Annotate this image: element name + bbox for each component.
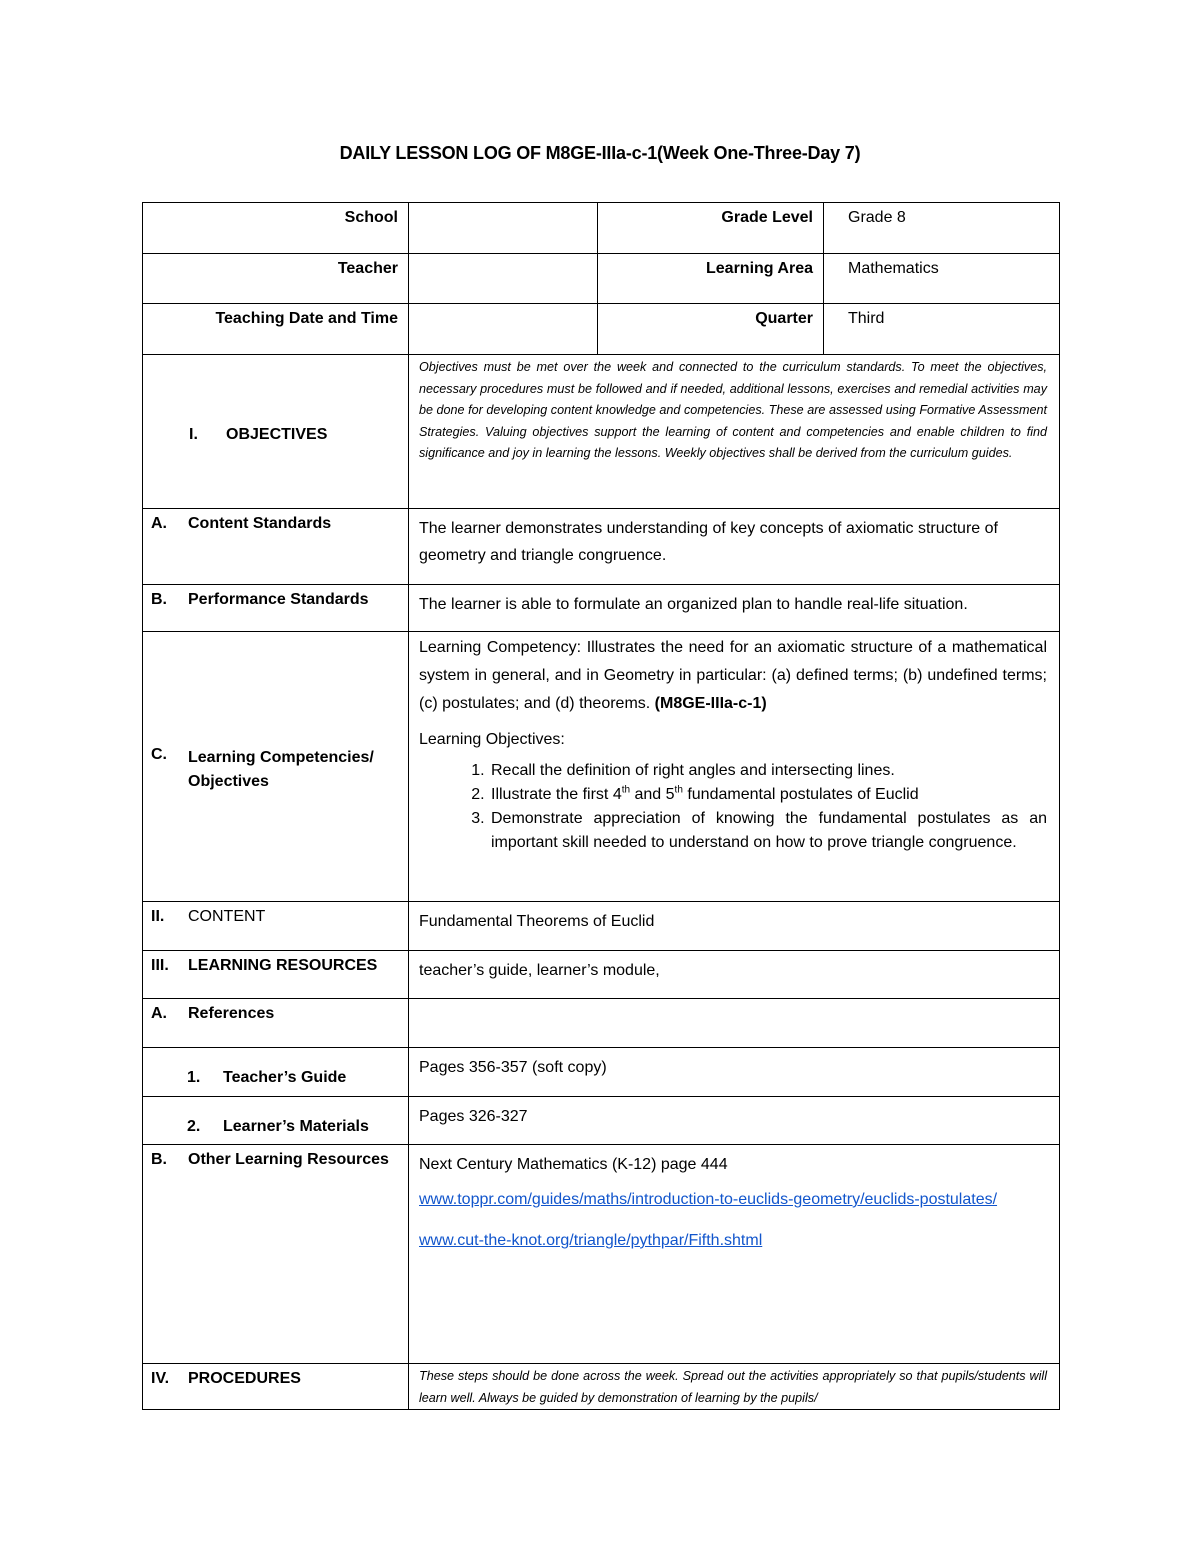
procedures-num: IV. <box>151 1370 170 1387</box>
teachers-guide-title: Teacher’s Guide <box>223 1069 347 1086</box>
other-resources-cell <box>409 1145 1060 1364</box>
learning-area-label: Learning Area <box>598 254 824 304</box>
date-time-row <box>143 304 1060 355</box>
procedures-title: PROCEDURES <box>188 1370 301 1387</box>
learning-objectives-heading: Learning Objectives: <box>419 731 565 748</box>
competency-code: (M8GE-IIIa-c-1) <box>654 695 767 712</box>
content-row <box>143 902 1060 951</box>
content-standards-title: Content Standards <box>188 515 332 532</box>
teachers-guide-row <box>143 1048 1060 1097</box>
content-standards-num: A. <box>151 515 167 532</box>
content-standards-row <box>143 509 1060 585</box>
grade-level-label: Grade Level <box>598 203 824 254</box>
references-text <box>409 999 1060 1048</box>
performance-standards-row <box>143 585 1060 632</box>
content-label <box>143 902 409 951</box>
learning-resources-num: III. <box>151 957 169 974</box>
performance-standards-num: B. <box>151 591 167 608</box>
procedures-row <box>143 1364 1060 1410</box>
school-row <box>143 203 1060 254</box>
other-resources-row <box>143 1145 1060 1364</box>
quarter-value: Third <box>824 304 1060 355</box>
learning-resources-label <box>143 951 409 999</box>
learners-materials-row <box>143 1097 1060 1145</box>
competencies-num: C. <box>151 745 167 763</box>
content-standards-text: The learner demonstrates understanding of key concepts of axiomatic structure of geometry and triangle congruence. <box>409 509 1060 585</box>
teacher-row <box>143 254 1060 304</box>
learning-objectives-list <box>419 759 1047 855</box>
learning-resources-title: LEARNING RESOURCES <box>188 957 378 974</box>
teacher-label: Teacher <box>143 254 409 304</box>
school-label: School <box>143 203 409 254</box>
objectives-label <box>143 355 409 509</box>
references-title: References <box>188 1005 275 1022</box>
learners-materials-title: Learner’s Materials <box>223 1117 369 1135</box>
teacher-value <box>409 254 598 304</box>
content-text: Fundamental Theorems of Euclid <box>409 902 1060 951</box>
learning-area-value: Mathematics <box>824 254 1060 304</box>
other-resources-text: Next Century Mathematics (K-12) page 444 <box>419 1156 728 1173</box>
references-num: A. <box>151 1005 167 1022</box>
page-title: DAILY LESSON LOG OF M8GE-IIIa-c-1(Week One-Three-Day 7) <box>339 143 861 163</box>
learners-materials-text: Pages 326-327 <box>409 1097 1060 1145</box>
date-time-label: Teaching Date and Time <box>143 304 409 355</box>
references-row <box>143 999 1060 1048</box>
procedures-note: These steps should be done across the week. Spread out the activities appropriately so that pupils/students will learn well. Always be guided by demonstration of learning by the pupils/ <box>409 1364 1060 1410</box>
lesson-log-table <box>142 202 1060 1410</box>
objectives-num: I. <box>189 425 198 443</box>
performance-standards-title: Performance Standards <box>188 591 369 608</box>
list-item: 2. Illustrate the first 4th and 5th fundamental postulates of Euclid <box>489 783 1047 807</box>
toppr-link[interactable]: www.toppr.com/guides/maths/introduction-to-euclids-geometry/euclids-postulates/ <box>419 1191 998 1208</box>
other-resources-title: Other Learning Resources <box>188 1151 389 1168</box>
objectives-row <box>143 355 1060 509</box>
list-item: 3. Demonstrate appreciation of knowing the fundamental postulates as an important skill needed to understand on how to prove triangle congruence. <box>489 807 1047 855</box>
content-title: CONTENT <box>188 908 266 925</box>
competency-text: Learning Competency: Illustrates the need for an axiomatic structure of a mathematical system in general, and in Geometry in particular: (a) defined terms; (b) undefined terms; (c) postulates; and (d) theorems. <box>419 639 1047 712</box>
other-resources-label <box>143 1145 409 1364</box>
learners-materials-num: 2. <box>187 1117 201 1135</box>
objectives-note: Objectives must be met over the week and connected to the curriculum standards. To meet the objectives, necessary procedures must be followed and if needed, additional lessons, exercises and remedial activities may be done for developing content knowledge and competencies. These are assessed using Formative Assessment Strategies. Valuing objectives support the learning of content and competencies and enable children to find significance and joy in learning the lessons. Weekly objectives shall be derived from the curriculum guides. <box>409 355 1060 509</box>
date-time-value <box>409 304 598 355</box>
learning-resources-text: teacher’s guide, learner’s module, <box>409 951 1060 999</box>
teachers-guide-num: 1. <box>187 1069 201 1086</box>
content-standards-label <box>143 509 409 585</box>
performance-standards-label <box>143 585 409 632</box>
quarter-label: Quarter <box>598 304 824 355</box>
learning-resources-row <box>143 951 1060 999</box>
teachers-guide-text: Pages 356-357 (soft copy) <box>409 1048 1060 1097</box>
competencies-title: Learning Competencies/ Objectives <box>188 748 374 790</box>
performance-standards-text: The learner is able to formulate an organized plan to handle real-life situation. <box>409 585 1060 632</box>
competencies-label <box>143 632 409 902</box>
procedures-label <box>143 1364 409 1410</box>
cut-the-knot-link[interactable]: www.cut-the-knot.org/triangle/pythpar/Fifth.shtml <box>419 1232 763 1249</box>
other-resources-num: B. <box>151 1151 167 1168</box>
objectives-title: OBJECTIVES <box>226 425 328 443</box>
competencies-row <box>143 632 1060 902</box>
competencies-cell <box>409 632 1060 902</box>
grade-level-value: Grade 8 <box>824 203 1060 254</box>
list-item: 1. Recall the definition of right angles and intersecting lines. <box>489 759 1047 783</box>
references-label <box>143 999 409 1048</box>
content-num: II. <box>151 908 165 925</box>
learners-materials-label <box>143 1097 409 1145</box>
teachers-guide-label <box>143 1048 409 1097</box>
school-value <box>409 203 598 254</box>
